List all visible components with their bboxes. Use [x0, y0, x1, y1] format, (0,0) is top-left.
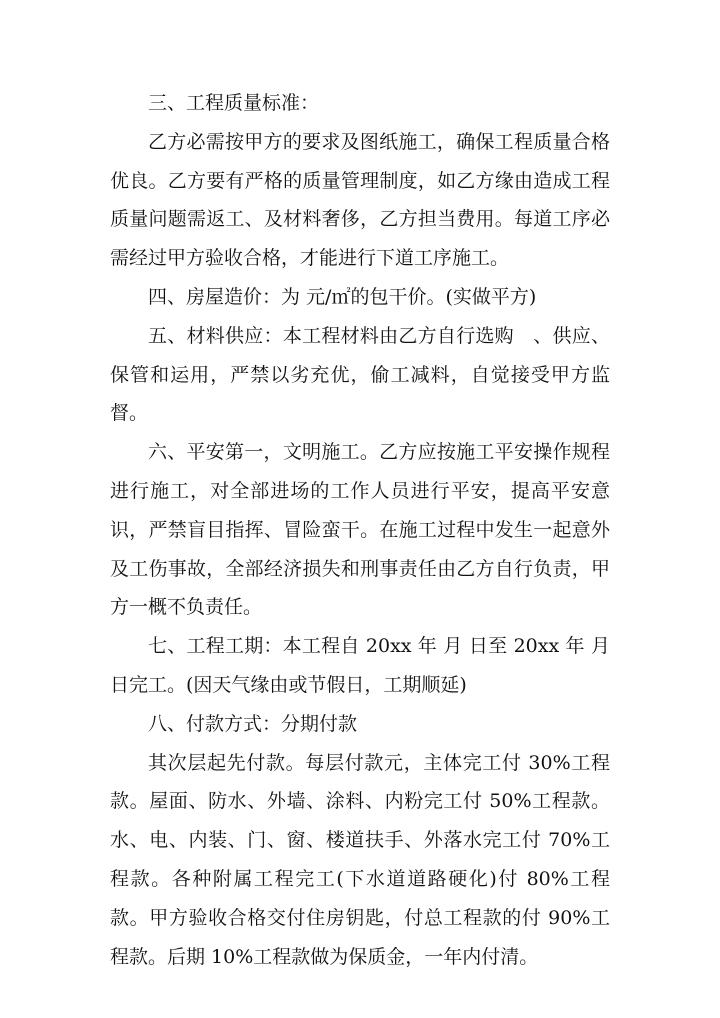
paragraph-payment-schedule: 其次层起先付款。每层付款元，主体完工付 30%工程款。屋面、防水、外墙、涂料、内粉完工付 50%工程款。水、电、内装、门、窗、楼道扶手、外落水完工付 70%工程款。各种附属工程完工(下水道道路硬化)付 80%工程款。甲方验收合格交付住房钥匙，付总工程款的付 90%工程款。后期 10%工程款做为保质金，一年内付清。 — [110, 751, 610, 968]
paragraph-house-cost: 四、房屋造价：为 元/㎡的包干价。(实做平方) — [148, 285, 537, 308]
section-heading-quality-standard: 三、工程质量标准： — [148, 92, 320, 114]
paragraph-safety: 六、平安第一，文明施工。乙方应按施工平安操作规程进行施工，对全部进场的工作人员进行平安，提高平安意识，严禁盲目指挥、冒险蛮干。在施工过程中发生一起意外及工伤事故，全部经济损失和刑事责任由乙方自行负责，甲方一概不负责任。 — [110, 441, 610, 619]
paragraph-material-supply: 五、材料供应：本工程材料由乙方自行选购 、供应、保管和运用，严禁以劣充优，偷工减料，自觉接受甲方监督。 — [110, 324, 610, 425]
paragraph-quality-requirements: 乙方必需按甲方的要求及图纸施工，确保工程质量合格优良。乙方要有严格的质量管理制度，如乙方缘由造成工程质量问题需返工、及材料奢侈，乙方担当费用。每道工序必需经过甲方验收合格，才能进行下道工序施工。 — [110, 130, 610, 270]
paragraph-construction-period: 七、工程工期：本工程自 20xx 年 月 日至 20xx 年 月日完工。(因天气缘由或节假日，工期顺延) — [110, 635, 610, 696]
document-body — [110, 84, 610, 976]
section-heading-payment-method: 八、付款方式：分期付款 — [148, 712, 358, 735]
